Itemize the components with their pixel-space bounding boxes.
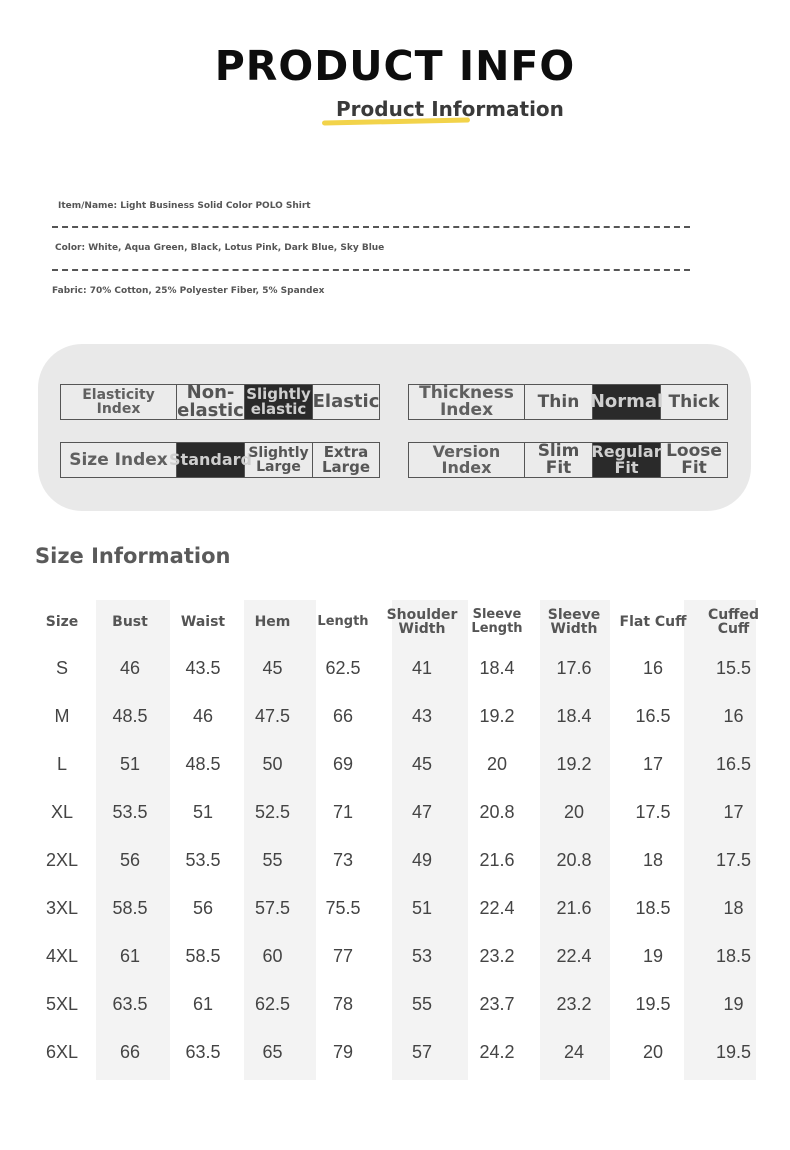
- table-cell: 17: [723, 801, 744, 822]
- table-cell: 77: [332, 945, 354, 966]
- version-option-slim-fit: Slim Fit: [525, 443, 593, 477]
- table-cell: 24: [563, 1041, 585, 1062]
- table-header-cell: Sleeve Width: [547, 607, 601, 637]
- table-cell: 22.4: [556, 945, 592, 966]
- table-cell: 75.5: [325, 897, 361, 918]
- elasticity-option-non-elastic: Non-elastic: [177, 382, 244, 421]
- table-cell: 46: [119, 657, 141, 678]
- table-cell: 61: [192, 993, 214, 1014]
- subtitle-block: [322, 96, 602, 130]
- table-cell: 56: [192, 897, 214, 918]
- thickness-option-thick: Thick: [668, 391, 720, 412]
- table-cell: 24.2: [479, 1041, 515, 1062]
- size-option-standard: Standard: [177, 443, 245, 477]
- table-row-size-label: S: [55, 657, 68, 678]
- table-header-cell: Hem: [254, 614, 291, 630]
- version-option-loose-fit: Loose Fit: [666, 441, 722, 478]
- page-title: PRODUCT INFO: [214, 42, 576, 90]
- table-cell: 78: [332, 993, 354, 1014]
- table-cell: 16: [642, 657, 664, 678]
- table-cell: 55: [262, 849, 283, 870]
- table-header-cell: Cuffed Cuff: [707, 607, 760, 637]
- elasticity-index-label: Elasticity Index: [61, 385, 177, 419]
- table-cell: 16.5: [715, 753, 752, 774]
- size-index-row: [60, 442, 380, 478]
- table-cell: 21.6: [556, 897, 592, 918]
- table-cell: 55: [411, 993, 433, 1014]
- table-cell: 61: [119, 945, 141, 966]
- version-index-row: [408, 442, 728, 478]
- table-cell: 66: [332, 705, 354, 726]
- table-cell: 19.2: [556, 753, 592, 774]
- table-cell: 56: [119, 849, 141, 870]
- table-cell: 57: [411, 1041, 433, 1062]
- table-cell: 20.8: [479, 801, 515, 822]
- table-cell: 17.5: [635, 801, 671, 822]
- table-cell: 50: [262, 753, 283, 774]
- divider: [52, 269, 690, 271]
- thickness-option-normal: Normal: [593, 385, 661, 419]
- table-row-size-label: 2XL: [45, 849, 79, 870]
- table-cell: 15.5: [715, 657, 752, 678]
- table-cell: 19: [723, 993, 744, 1014]
- table-cell: 53.5: [112, 801, 148, 822]
- table-cell: 43: [411, 705, 433, 726]
- table-cell: 53: [411, 945, 433, 966]
- table-cell: 57.5: [254, 897, 291, 918]
- table-cell: 52.5: [254, 801, 291, 822]
- table-cell: 79: [332, 1041, 354, 1062]
- table-cell: 58.5: [112, 897, 148, 918]
- table-header-cell: Bust: [112, 614, 148, 630]
- table-cell: 73: [332, 849, 354, 870]
- table-row-size-label: 5XL: [45, 993, 79, 1014]
- table-cell: 18.4: [479, 657, 515, 678]
- elasticity-option-slightly-elastic: Slightly elastic: [245, 385, 313, 419]
- table-cell: 58.5: [185, 945, 221, 966]
- table-cell: 51: [411, 897, 433, 918]
- table-cell: 60: [262, 945, 283, 966]
- table-cell: 16.5: [635, 705, 671, 726]
- table-cell: 48.5: [112, 705, 148, 726]
- table-cell: 19: [642, 945, 664, 966]
- table-cell: 69: [332, 753, 354, 774]
- size-index-label: Size Index: [61, 443, 177, 477]
- table-cell: 18.5: [715, 945, 752, 966]
- table-cell: 19.5: [715, 1041, 752, 1062]
- table-row-size-label: M: [54, 705, 70, 726]
- table-row-size-label: XL: [50, 801, 74, 822]
- table-cell: 43.5: [185, 657, 221, 678]
- table-cell: 20.8: [556, 849, 592, 870]
- table-row-size-label: 4XL: [45, 945, 79, 966]
- table-header-cell: Shoulder Width: [386, 607, 458, 637]
- size-table: [30, 600, 758, 1076]
- thickness-index-row: [408, 384, 728, 420]
- table-cell: 51: [192, 801, 214, 822]
- item-name-line: Item/Name: Light Business Solid Color POLO Shirt: [58, 201, 311, 211]
- table-cell: 71: [332, 801, 354, 822]
- divider: [52, 226, 690, 228]
- table-header-cell: Size: [45, 614, 79, 630]
- table-cell: 62.5: [325, 657, 361, 678]
- table-cell: 19.5: [635, 993, 671, 1014]
- fabric-line: Fabric: 70% Cotton, 25% Polyester Fiber, 5% Spandex: [52, 286, 325, 296]
- table-cell: 53.5: [185, 849, 221, 870]
- table-cell: 16: [723, 705, 744, 726]
- table-cell: 63.5: [185, 1041, 221, 1062]
- table-cell: 45: [411, 753, 433, 774]
- table-header-cell: Sleeve Length: [471, 607, 523, 636]
- table-cell: 48.5: [185, 753, 221, 774]
- table-cell: 20: [486, 753, 508, 774]
- table-cell: 17.6: [556, 657, 592, 678]
- table-cell: 21.6: [479, 849, 515, 870]
- table-cell: 18: [723, 897, 744, 918]
- table-cell: 23.2: [479, 945, 515, 966]
- table-cell: 23.7: [479, 993, 515, 1014]
- product-index-panel: [38, 344, 751, 511]
- table-cell: 20: [642, 1041, 664, 1062]
- page-subtitle: Product Information: [336, 97, 564, 121]
- table-cell: 17: [642, 753, 664, 774]
- table-cell: 17.5: [715, 849, 752, 870]
- table-cell: 66: [119, 1041, 141, 1062]
- version-index-label: Version Index: [409, 443, 525, 477]
- table-header-cell: Waist: [180, 614, 226, 630]
- table-cell: 51: [119, 753, 141, 774]
- table-cell: 18.4: [556, 705, 592, 726]
- table-cell: 46: [192, 705, 214, 726]
- table-cell: 63.5: [112, 993, 148, 1014]
- table-cell: 18.5: [635, 897, 671, 918]
- table-header-cell: Length: [317, 614, 369, 629]
- elasticity-index-row: [60, 384, 380, 420]
- table-cell: 45: [262, 657, 283, 678]
- table-cell: 49: [411, 849, 433, 870]
- thickness-index-label: Thickness Index: [409, 385, 525, 419]
- size-option-extra-large: Extra Large: [322, 443, 370, 476]
- table-cell: 20: [563, 801, 585, 822]
- table-cell: 23.2: [556, 993, 592, 1014]
- size-info-title: Size Information: [35, 544, 231, 568]
- table-row-size-label: L: [56, 753, 67, 774]
- table-cell: 47.5: [254, 705, 291, 726]
- color-line: Color: White, Aqua Green, Black, Lotus Pink, Dark Blue, Sky Blue: [55, 243, 385, 253]
- version-option-regular-fit: Regular Fit: [591, 442, 662, 477]
- thickness-option-thin: Thin: [525, 385, 593, 419]
- table-cell: 18: [642, 849, 664, 870]
- size-option-slightly-large: Slightly Large: [245, 443, 313, 477]
- table-row-size-label: 3XL: [45, 897, 79, 918]
- table-cell: 19.2: [479, 705, 515, 726]
- table-cell: 62.5: [254, 993, 291, 1014]
- table-cell: 22.4: [479, 897, 515, 918]
- table-header-cell: Flat Cuff: [619, 614, 687, 630]
- table-cell: 47: [411, 801, 433, 822]
- elasticity-option-elastic: Elastic: [312, 391, 380, 412]
- table-cell: 65: [262, 1041, 283, 1062]
- table-row-size-label: 6XL: [45, 1041, 79, 1062]
- table-cell: 41: [411, 657, 433, 678]
